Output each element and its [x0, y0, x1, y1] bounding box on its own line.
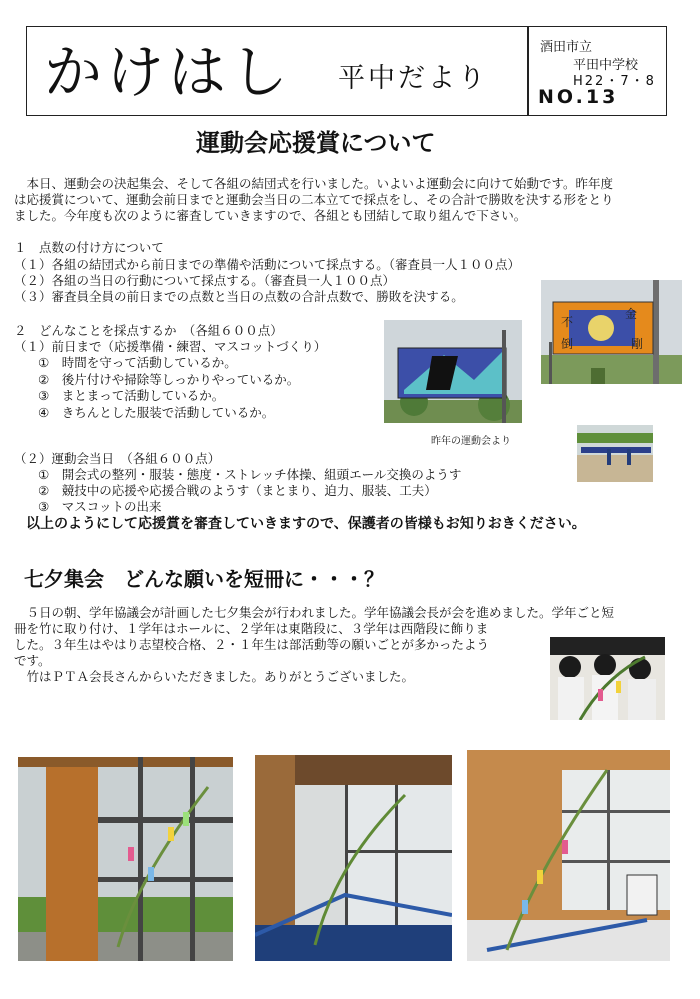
banner-char: 不 — [561, 315, 574, 329]
scoring-title: １ 点数の付け方について — [14, 240, 164, 255]
criteria-before-item: ④ きちんとした服装で活動しているか。 — [38, 405, 275, 420]
criteria-title: ２ どんなことを採点するか （各組６００点） — [14, 323, 283, 338]
criteria-day-item: ② 競技中の応援や応援合戦のようす（まとまり、迫力、服装、工夫） — [38, 483, 437, 498]
stairwell-bamboo-photo — [255, 755, 452, 961]
students-tanabata-photo — [550, 637, 665, 720]
tanabata-line: 竹はＰＴＡ会長さんからいただきました。ありがとうございました。 — [14, 669, 415, 684]
banner-photo-right — [541, 280, 682, 384]
section1-heading: 運動会応援賞について — [196, 129, 436, 157]
tanabata-line: です。 — [14, 653, 51, 668]
sports-field-photo — [577, 425, 653, 482]
tanabata-line: ５日の朝、学年協議会が計画した七夕集会が行われました。学年協議会長が会を進めました。学年ごと短 — [14, 605, 615, 620]
hall-bamboo-photo — [18, 757, 233, 961]
banner-photo-left — [384, 320, 522, 423]
criteria-day-item: ③ マスコットの出来 — [38, 499, 162, 514]
banner-char: 金 — [625, 307, 638, 321]
criteria-day-item: ① 開会式の整列・服装・態度・ストレッチ体操、組頭エール交換のようす — [38, 467, 462, 482]
photo-caption: 昨年の運動会より — [431, 436, 511, 447]
banner-char: 剛 — [631, 337, 644, 351]
closing-note: 以上のようにして応援賞を審査していきますので、保護者の皆様もお知りおきください。 — [26, 516, 586, 532]
banner-char: 倒 — [561, 337, 574, 351]
masthead-divider — [527, 26, 529, 116]
criteria-before-item: ② 後片付けや掃除等しっかりやっているか。 — [38, 372, 300, 387]
newsletter-title: かけはし — [44, 38, 293, 106]
tanabata-line: 冊を竹に取り付け、１学年はホールに、２学年は東階段に、３学年は西階段に飾りま — [14, 621, 489, 636]
issue-number: NO.13 — [538, 86, 619, 108]
school-name: 平田中学校 — [573, 58, 639, 73]
scoring-item: （１）各組の結団式から前日までの準備や活動について採点する。（審査員一人１００点） — [14, 257, 521, 272]
issue-date: H22・7・8 — [573, 74, 656, 89]
west-stairs-bamboo-photo — [467, 750, 670, 961]
city-name: 酒田市立 — [540, 40, 593, 55]
scoring-item: （３）審査員全員の前日までの点数と当日の点数の合計点数で、勝敗を決する。 — [14, 289, 464, 304]
criteria-before-label: （１）前日まで（応援準備・練習、マスコットづくり） — [14, 339, 327, 354]
criteria-day-label: （２）運動会当日 （各組６００点） — [14, 451, 221, 466]
newsletter-subtitle: 平中だより — [338, 63, 488, 94]
intro-line: 本日、運動会の決起集会、そして各組の結団式を行いました。いよいよ運動会に向けて始動です。昨年度 — [14, 176, 614, 191]
criteria-before-item: ① 時間を守って活動しているか。 — [38, 355, 237, 370]
scoring-item: （２）各組の当日の行動について採点する。（審査員一人１００点） — [14, 273, 396, 288]
intro-line: ました。今年度も次のように審査していきますので、各組とも団結して取り組んで下さい。 — [14, 208, 527, 223]
criteria-before-item: ③ まとまって活動しているか。 — [38, 388, 225, 403]
tanabata-line: した。３年生はやはり志望校合格、２・１年生は部活動等の願いごとが多かったよう — [14, 637, 490, 652]
intro-line: は応援賞について、運動会前日までと運動会当日の二本立てで採点をし、その合計で勝敗を決する形をとり — [14, 192, 614, 207]
section2-heading: 七夕集会 どんな願いを短冊に・・・？ — [24, 567, 384, 591]
